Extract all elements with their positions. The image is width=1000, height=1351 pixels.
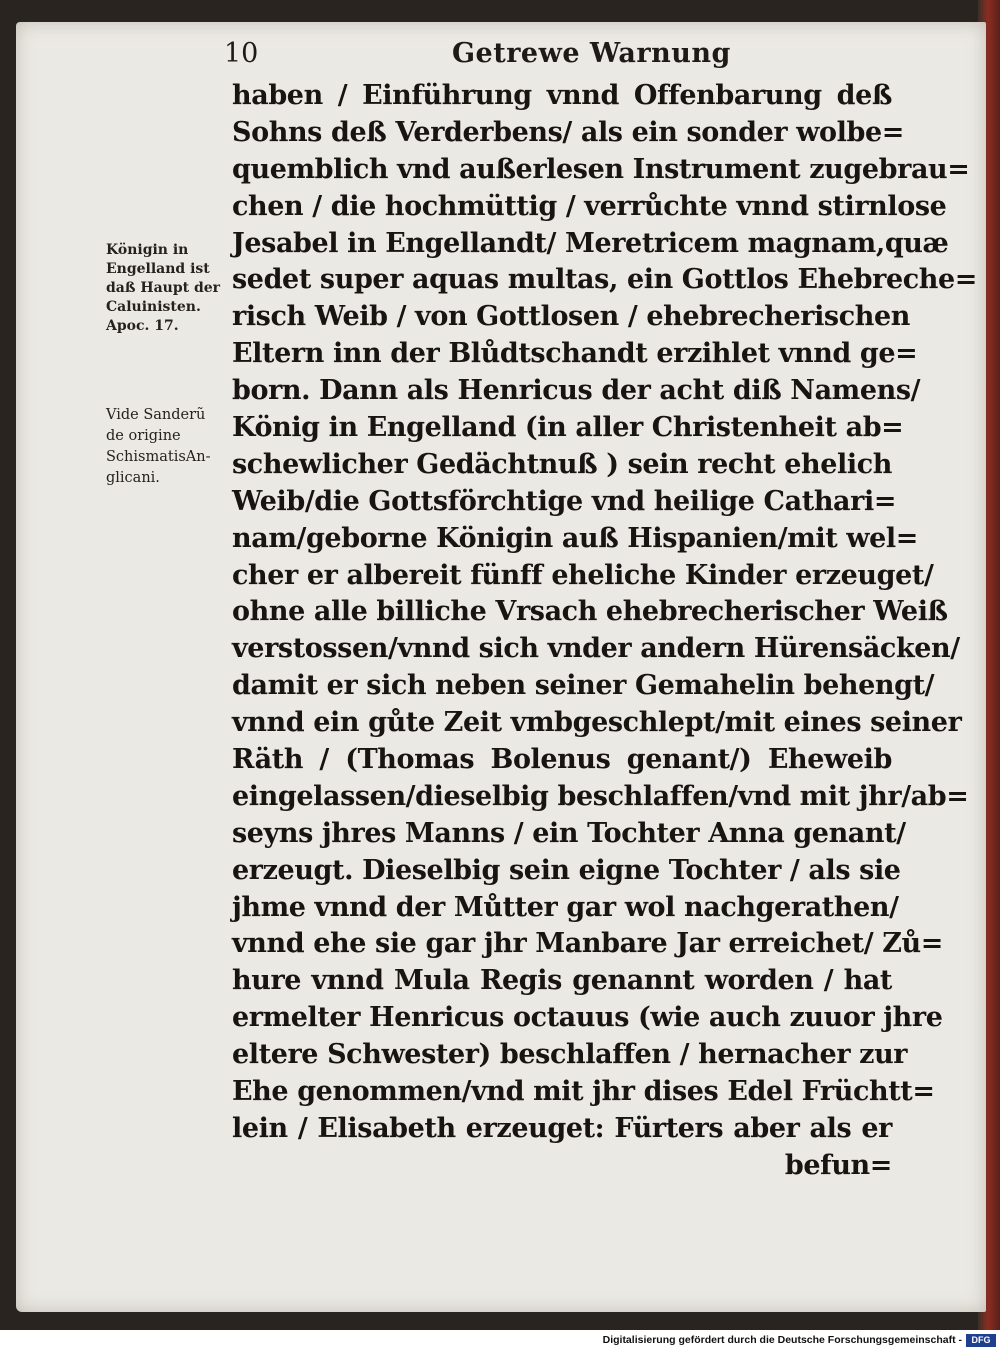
margin-note-sanderus xyxy=(106,405,246,489)
margin-note-koenigin xyxy=(106,241,246,336)
text-line: Eltern inn der Blůdtschandt erzihlet vnnd ge= xyxy=(232,338,918,370)
text-line: born. Dann als Henricus der acht diß Namens/ xyxy=(232,375,921,407)
running-title: Getrewe Warnung xyxy=(452,38,731,69)
text-line: seyns jhres Manns / ein Tochter Anna genant/ xyxy=(232,817,906,849)
margin-note-line: Vide Sanderũ xyxy=(106,407,206,423)
margin-note-line: Caluinisten. xyxy=(106,299,201,315)
text-line: verstossen/vnnd sich vnder andern Hürensäcken/ xyxy=(232,633,960,665)
body-text xyxy=(232,78,978,1185)
margin-note-line: Apoc. 17. xyxy=(106,318,179,334)
text-line: lein / Elisabeth erzeuget: Fürters aber als er xyxy=(232,1112,892,1144)
margin-note-line: glicani. xyxy=(106,470,160,486)
text-line: cher er albereit fünff eheliche Kinder erzeuget/ xyxy=(232,559,934,591)
text-line: chen / die hochmüttig / verrůchte vnnd stirnlose xyxy=(232,190,947,222)
text-line: Weib/die Gottsförchtige vnd heilige Cathari= xyxy=(232,485,897,517)
text-line: risch Weib / von Gottlosen / ehebrecherischen xyxy=(232,301,911,333)
text-line: vnnd ein gůte Zeit vmbgeschlept/mit eines seiner xyxy=(232,707,962,739)
dfg-logo: DFG xyxy=(966,1334,996,1347)
text-line: erzeugt. Dieselbig sein eigne Tochter / als sie xyxy=(232,854,901,886)
text-line: Ehe genommen/vnd mit jhr dises Edel Früchtt= xyxy=(232,1076,935,1108)
text-line: eltere Schwester) beschlaffen / hernacher zur xyxy=(232,1039,908,1071)
margin-note-line: de origine xyxy=(106,428,181,444)
text-line: haben / Einführung vnnd Offenbarung deß xyxy=(232,80,892,111)
text-line: Sohns deß Verderbens/ als ein sonder wolbe= xyxy=(232,116,904,148)
text-line: hure vnnd Mula Regis genannt worden / hat xyxy=(232,965,892,997)
text-line: eingelassen/dieselbig beschlaffen/vnd mit jhr/ab= xyxy=(232,780,969,812)
text-line: schewlicher Gedächtnuß ) sein recht ehelich xyxy=(232,448,892,480)
margin-note-line: Königin in xyxy=(106,242,189,258)
text-line: quemblich vnd außerlesen Instrument zugebrau= xyxy=(232,153,970,185)
text-line: nam/geborne Königin auß Hispanien/mit wel= xyxy=(232,522,919,554)
text-line: König in Engelland (in aller Christenheit ab= xyxy=(232,412,904,444)
page-number: 10 xyxy=(224,38,259,69)
text-line: Jesabel in Engellandt/ Meretricem magnam,quæ xyxy=(232,227,949,259)
footer-bar xyxy=(0,1332,1000,1351)
text-line: sedet super aquas multas, ein Gottlos Ehebreche= xyxy=(232,264,978,296)
text-line: ohne alle billiche Vrsach ehebrecherischer Weiß xyxy=(232,596,948,628)
margin-note-line: Engelland ist xyxy=(106,261,210,277)
funding-credit: Digitalisierung gefördert durch die Deutsche Forschungsgemeinschaft - xyxy=(602,1334,962,1346)
text-line: ermelter Henricus octauus (wie auch zuuor jhre xyxy=(232,1002,943,1034)
catchword: befun= xyxy=(784,1149,892,1181)
margin-note-line: SchismatisAn- xyxy=(106,449,211,465)
text-line: damit er sich neben seiner Gemahelin behengt/ xyxy=(232,670,935,702)
page-header xyxy=(224,38,744,78)
text-line: vnnd ehe sie gar jhr Manbare Jar erreichet/ Zů= xyxy=(232,928,943,960)
margin-note-line: daß Haupt der xyxy=(106,280,221,296)
text-line: Räth / (Thomas Bolenus genant/) Eheweib xyxy=(232,744,892,776)
text-line: jhme vnnd der Můtter gar wol nachgerathen/ xyxy=(232,891,899,923)
